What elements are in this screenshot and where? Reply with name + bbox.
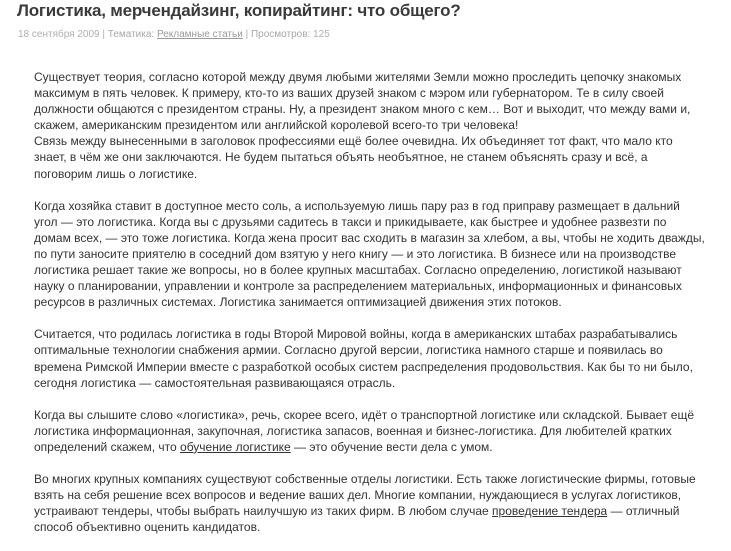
logistics-training-link[interactable]: обучение логистике [180,439,291,454]
meta-separator: | [245,29,249,40]
views-label: Просмотров: [250,29,311,40]
views-count: 125 [313,29,330,40]
paragraph [34,471,706,535]
paragraph: Считается, что родилась логистика в годы Второй Мировой войны, когда в американских штабах разрабатывались оптимальные технологии снабжения армии. Согласно другой версии, логистика намного старше и появилась во времена Римской Империи вместе с разработкой особых систем распределения продовольствия. Как бы то ни было, сегодня логистика — самостоятельная развивающаяся отрасль. [34,327,693,390]
paragraph-text: Связь между вынесенными в заголовок профессиями ещё более очевидна. Их объединяет тот факт, что мало кто знает, в чём же они заключаются. Не будем пытаться объять необъятное, не станем объяснять сразу и всё, а поговорим лишь о логистике. [34,134,673,181]
paragraph [34,407,706,455]
paragraph-text: — отличный способ объективно оценить кандидатов. [34,504,680,535]
paragraph [34,69,706,182]
paragraph-text: Во многих крупных компаниях существуют собственные отделы логистики. Есть также логистические фирмы, готовые взять на себя решение всех вопросов и ведение ваших дел. Многие компании, нуждающиеся в услугах логистиков, устраивают тендеры, чтобы выбрать наилучшую из таких фирм. В любом случае [34,471,696,519]
topic-label: Тематика: [107,29,155,40]
paragraph-text: Когда вы слышите слово «логистика», речь, скорее всего, идёт о транспортной логистике или складской. Бывает ещё логистика информационная, закупочная, логистика запасов, военная и бизнес-логистика. Для любителей кратких определений скажем, что [34,407,694,454]
article-body [34,69,706,551]
meta-separator: | [102,29,105,40]
article-date: 18 сентября 2009 [18,29,100,40]
paragraph: Когда хозяйка ставит в доступное место соль, а используемую лишь пару раз в год приправу размещает в дальний угол — это логистика. Когда вы с друзьями садитесь в такси и прикидываете, как быстрее и удобнее развезти по домам всех, — это тоже логистика. Когда жена просит вас сходить в магазин за хлебом, а вы, чтобы не ходить дважды, по пути заносите приятелю в соседний дом взятую у него книгу — и это логистика. В бизнесе или на производстве логистика решает такие же вопросы, но в более крупных масштабах. Согласно определению, логистикой называют науку о планировании, управлении и контроле за распределением материальных, информационных и финансовых ресурсов в различных системах. Логистика занимается оптимизацией движения этих потоков. [34,198,705,310]
topic-link[interactable]: Рекламные статьи [157,29,243,40]
tender-link[interactable]: проведение тендера [492,504,608,519]
paragraph-text: Существует теория, согласно которой между двумя любыми жителями Земли можно проследить цепочку знакомых максимум в пять человек. К примеру, кто-то из ваших друзей знаком с мэром или губернатором. Те в силу своей должности общаются с президентом страны. Ну, а президент знаком много с кем… Вот и выходит, что между вами и, скажем, американским президентом или английской королевой всего-то три человека! [34,70,691,133]
paragraph-text: — это обучение вести дела с умом. [290,439,493,454]
article-title: Логистика, мерчендайзинг, копирайтинг: что общего? [17,1,461,20]
article-meta [18,29,330,40]
